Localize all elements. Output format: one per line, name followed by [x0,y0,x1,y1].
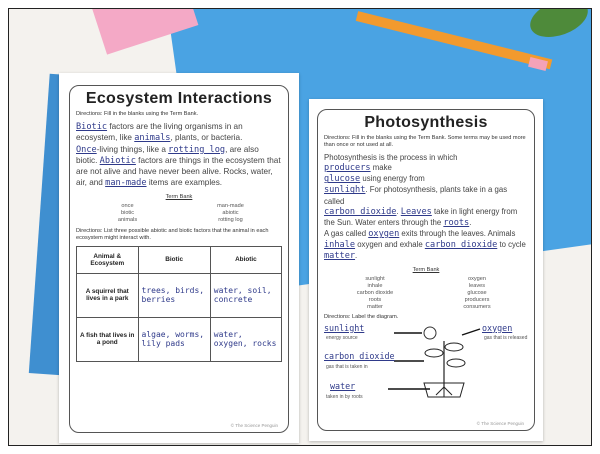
term: once [121,202,134,209]
answer-abiotic: Abiotic [99,156,136,167]
term: sunlight [365,275,385,282]
answer-man-made: man-made [105,178,147,189]
factors-table [76,246,282,362]
term: rotting log [218,216,243,223]
answer-leaves: Leaves [400,206,432,217]
directions: Directions: Fill in the blanks using the Term Bank. Some terms may be used more than once or not used at all. [324,135,526,148]
term-bank-title: Term Bank [165,193,193,200]
directions-2: Directions: Label the diagram. [324,313,399,320]
text: items are examples. [146,178,223,188]
term: consumers [463,303,491,310]
abiotic-answer: water, oxygen, rocks [210,317,281,361]
text: A gas called [324,229,369,239]
text: -living things, like a [96,144,169,154]
text: factors are things in the ecosystem that are not alive and have never been alive. Rocks, water, air, and [76,156,281,188]
label-carbon-dioxide: carbon dioxide [324,350,395,361]
note-oxygen: gas that is released [484,334,528,341]
worksheet-border [69,85,289,433]
term: producers [464,296,490,303]
paragraph-2 [76,145,282,190]
photo-frame [8,8,592,446]
paragraph-1 [76,122,282,145]
answer-once: Once [76,144,97,155]
directions-2: Directions: List three possible abiotic and biotic factors that the animal in each ecosystem might interact with. [76,227,269,241]
copyright: © The Science Penguin [230,423,278,428]
worksheet-title: Photosynthesis [364,114,488,131]
label-oxygen: oxygen [482,322,513,333]
term: animals [117,216,138,223]
text: take in light energy from the Sun. Water enters through the [324,206,518,227]
term: matter [367,303,383,310]
text: Photosynthesis is the process in which [324,152,458,162]
label-sunlight: sunlight [324,322,365,333]
answer-carbon-dioxide-2: carbon dioxide [424,240,498,251]
photosynthesis-worksheet [309,99,543,441]
text: to cycle [497,240,526,250]
answer-oxygen: oxygen [368,229,400,240]
text: . For photosynthesis, plants take in a gas called [324,185,508,206]
text: . [469,217,472,227]
text: make [370,163,392,173]
answer-biotic: Biotic [76,121,108,132]
term-bank [324,276,528,310]
leaf-icon [447,359,465,367]
term-bank-title: Term Bank [412,266,440,273]
table-row [77,273,282,317]
arrow-oxygen [462,329,480,335]
answer-matter: matter [324,251,356,262]
text: exits through the leaves. Animals [399,229,516,239]
answer-inhale: inhale [324,240,356,251]
leaf-icon [425,349,443,357]
text: using energy from [360,174,425,184]
header-abiotic: Abiotic [210,246,281,273]
answer-sunlight: sunlight [324,185,366,196]
term: glucose [467,289,487,296]
directions: Directions: Fill in the blanks using the Term Bank. [76,111,199,117]
answer-carbon-dioxide: carbon dioxide [324,206,397,217]
text: . [355,251,358,261]
term: carbon dioxide [356,289,394,296]
ecosystem-worksheet [59,73,299,443]
note-carbon-dioxide: gas that is taken in [326,363,368,370]
text: . [396,206,401,216]
term: leaves [468,282,486,289]
note-sunlight: energy source [326,334,358,341]
term: oxygen [467,275,487,282]
text: , plants, or bacteria. [170,133,243,143]
sun-icon [424,327,436,339]
answer-glucose: glucose [324,174,361,185]
answer-roots: roots [443,217,470,228]
table-header-row [77,246,282,273]
text: factors are the living organisms in an ecosystem, like [76,121,243,143]
answer-animals: animals [134,133,171,144]
header-animal: Animal & Ecosystem [77,246,139,273]
table-row [77,317,282,361]
term: abiotic [222,209,239,216]
text: , are also biotic. [76,144,259,166]
answer-rotting-log: rotting log [168,144,226,155]
biotic-answer: trees, birds, berries [138,273,210,317]
worksheet-title: Ecosystem Interactions [85,90,273,107]
worksheet-border [317,109,535,431]
row-label: A fish that lives in a pond [77,317,139,361]
biotic-answer: algae, worms, lily pads [138,317,210,361]
header-biotic: Biotic [138,246,210,273]
term: inhale [367,282,383,289]
answer-producers: producers [324,163,371,174]
term: biotic [120,209,135,216]
term: roots [368,296,382,303]
term-bank [76,203,282,223]
note-water: taken in by roots [326,393,363,400]
roots-icon [436,387,452,397]
leaf-icon [445,343,463,351]
abiotic-answer: water, soil, concrete [210,273,281,317]
term: man-made [217,202,244,209]
label-water: water [330,380,356,391]
text: oxygen and exhale [355,240,425,250]
row-label: A squirrel that lives in a park [77,273,139,317]
copyright: © The Science Penguin [476,421,524,426]
plant-diagram [324,323,528,403]
fill-in-paragraph [324,153,528,263]
